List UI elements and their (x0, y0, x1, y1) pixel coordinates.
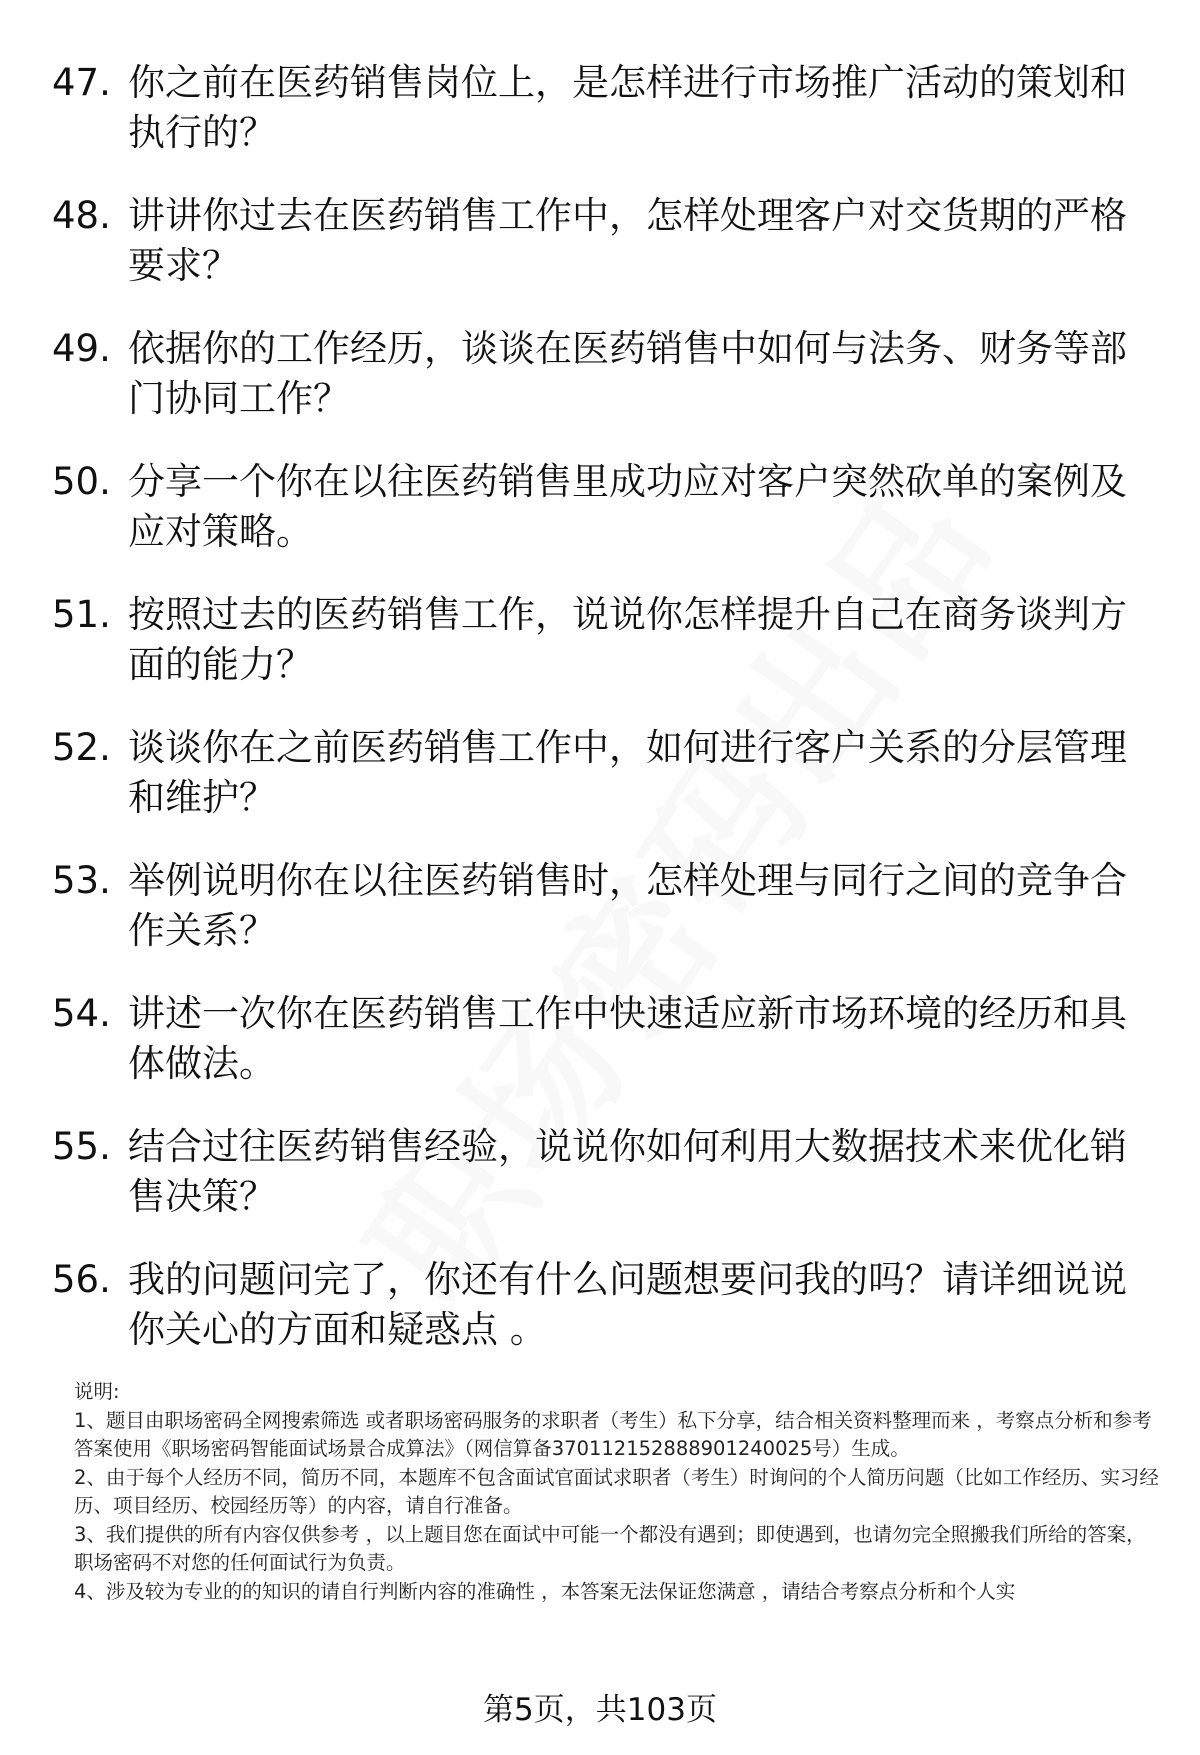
page-footer (0, 1690, 1200, 1730)
question-text: 举例说明你在以往医药销售时，怎样处理与同行之间的竞争合作关系？ (128, 859, 1127, 952)
question-number: 50. (52, 460, 111, 503)
question-number: 56. (52, 1258, 111, 1301)
note-item: 2、由于每个人经历不同，简历不同，本题库不包含面试官面试求职者（考生）时询问的个人简历问题（比如工作经历、实习经历、项目经历、校园经历等）的内容，请自行准备。 (74, 1465, 1159, 1517)
question-number: 48. (52, 194, 111, 237)
question-item (0, 191, 1200, 324)
question-item (0, 1122, 1200, 1255)
question-number: 54. (52, 992, 111, 1035)
question-text: 按照过去的医药销售工作，说说你怎样提升自己在商务谈判方面的能力？ (128, 593, 1127, 686)
question-item (0, 58, 1200, 191)
page-number-label: 第5页，共103页 (483, 1692, 717, 1728)
question-item (0, 723, 1200, 856)
question-item (0, 457, 1200, 590)
question-number: 51. (52, 593, 111, 636)
notes-title: 说明: (74, 1380, 120, 1403)
question-text: 分享一个你在以往医药销售里成功应对客户突然砍单的案例及应对策略。 (128, 460, 1127, 553)
question-item (0, 856, 1200, 989)
notes-section (74, 1378, 1159, 1606)
question-number: 55. (52, 1125, 111, 1168)
question-number: 53. (52, 859, 111, 902)
question-text: 谈谈你在之前医药销售工作中，如何进行客户关系的分层管理和维护？ (128, 726, 1127, 819)
question-text: 结合过往医药销售经验，说说你如何利用大数据技术来优化销售决策？ (128, 1125, 1127, 1218)
note-item: 1、题目由职场密码全网搜索筛选 或者职场密码服务的求职者（考生）私下分享，结合相关资料整理而来 ，考察点分析和参考答案使用《职场密码智能面试场景合成算法》（网信算备370112152888901240025号）生成。 (74, 1408, 1152, 1460)
question-item (0, 989, 1200, 1122)
question-text: 我的问题问完了，你还有什么问题想要问我的吗？请详细说说你关心的方面和疑惑点 。 (128, 1258, 1127, 1351)
question-number: 49. (52, 327, 111, 370)
question-text: 讲讲你过去在医药销售工作中，怎样处理客户对交货期的严格要求？ (128, 194, 1127, 287)
question-item (0, 1255, 1200, 1388)
question-list (0, 58, 1200, 1388)
question-number: 52. (52, 726, 111, 769)
question-text: 依据你的工作经历，谈谈在医药销售中如何与法务、财务等部门协同工作？ (128, 327, 1127, 420)
question-item (0, 590, 1200, 723)
question-text: 讲述一次你在医药销售工作中快速适应新市场环境的经历和具体做法。 (128, 992, 1127, 1085)
note-item: 4、涉及较为专业的的知识的请自行判断内容的准确性 ，本答案无法保证您满意 ，请结合考察点分析和个人实 (74, 1579, 1016, 1603)
question-item (0, 324, 1200, 457)
question-number: 47. (52, 61, 111, 104)
question-text: 你之前在医药销售岗位上，是怎样进行市场推广活动的策划和执行的？ (128, 61, 1127, 154)
note-item: 3、我们提供的所有内容仅供参考 ，以上题目您在面试中可能一个都没有遇到；即使遇到，也请勿完全照搬我们所给的答案，职场密码不对您的任何面试行为负责。 (74, 1522, 1146, 1574)
